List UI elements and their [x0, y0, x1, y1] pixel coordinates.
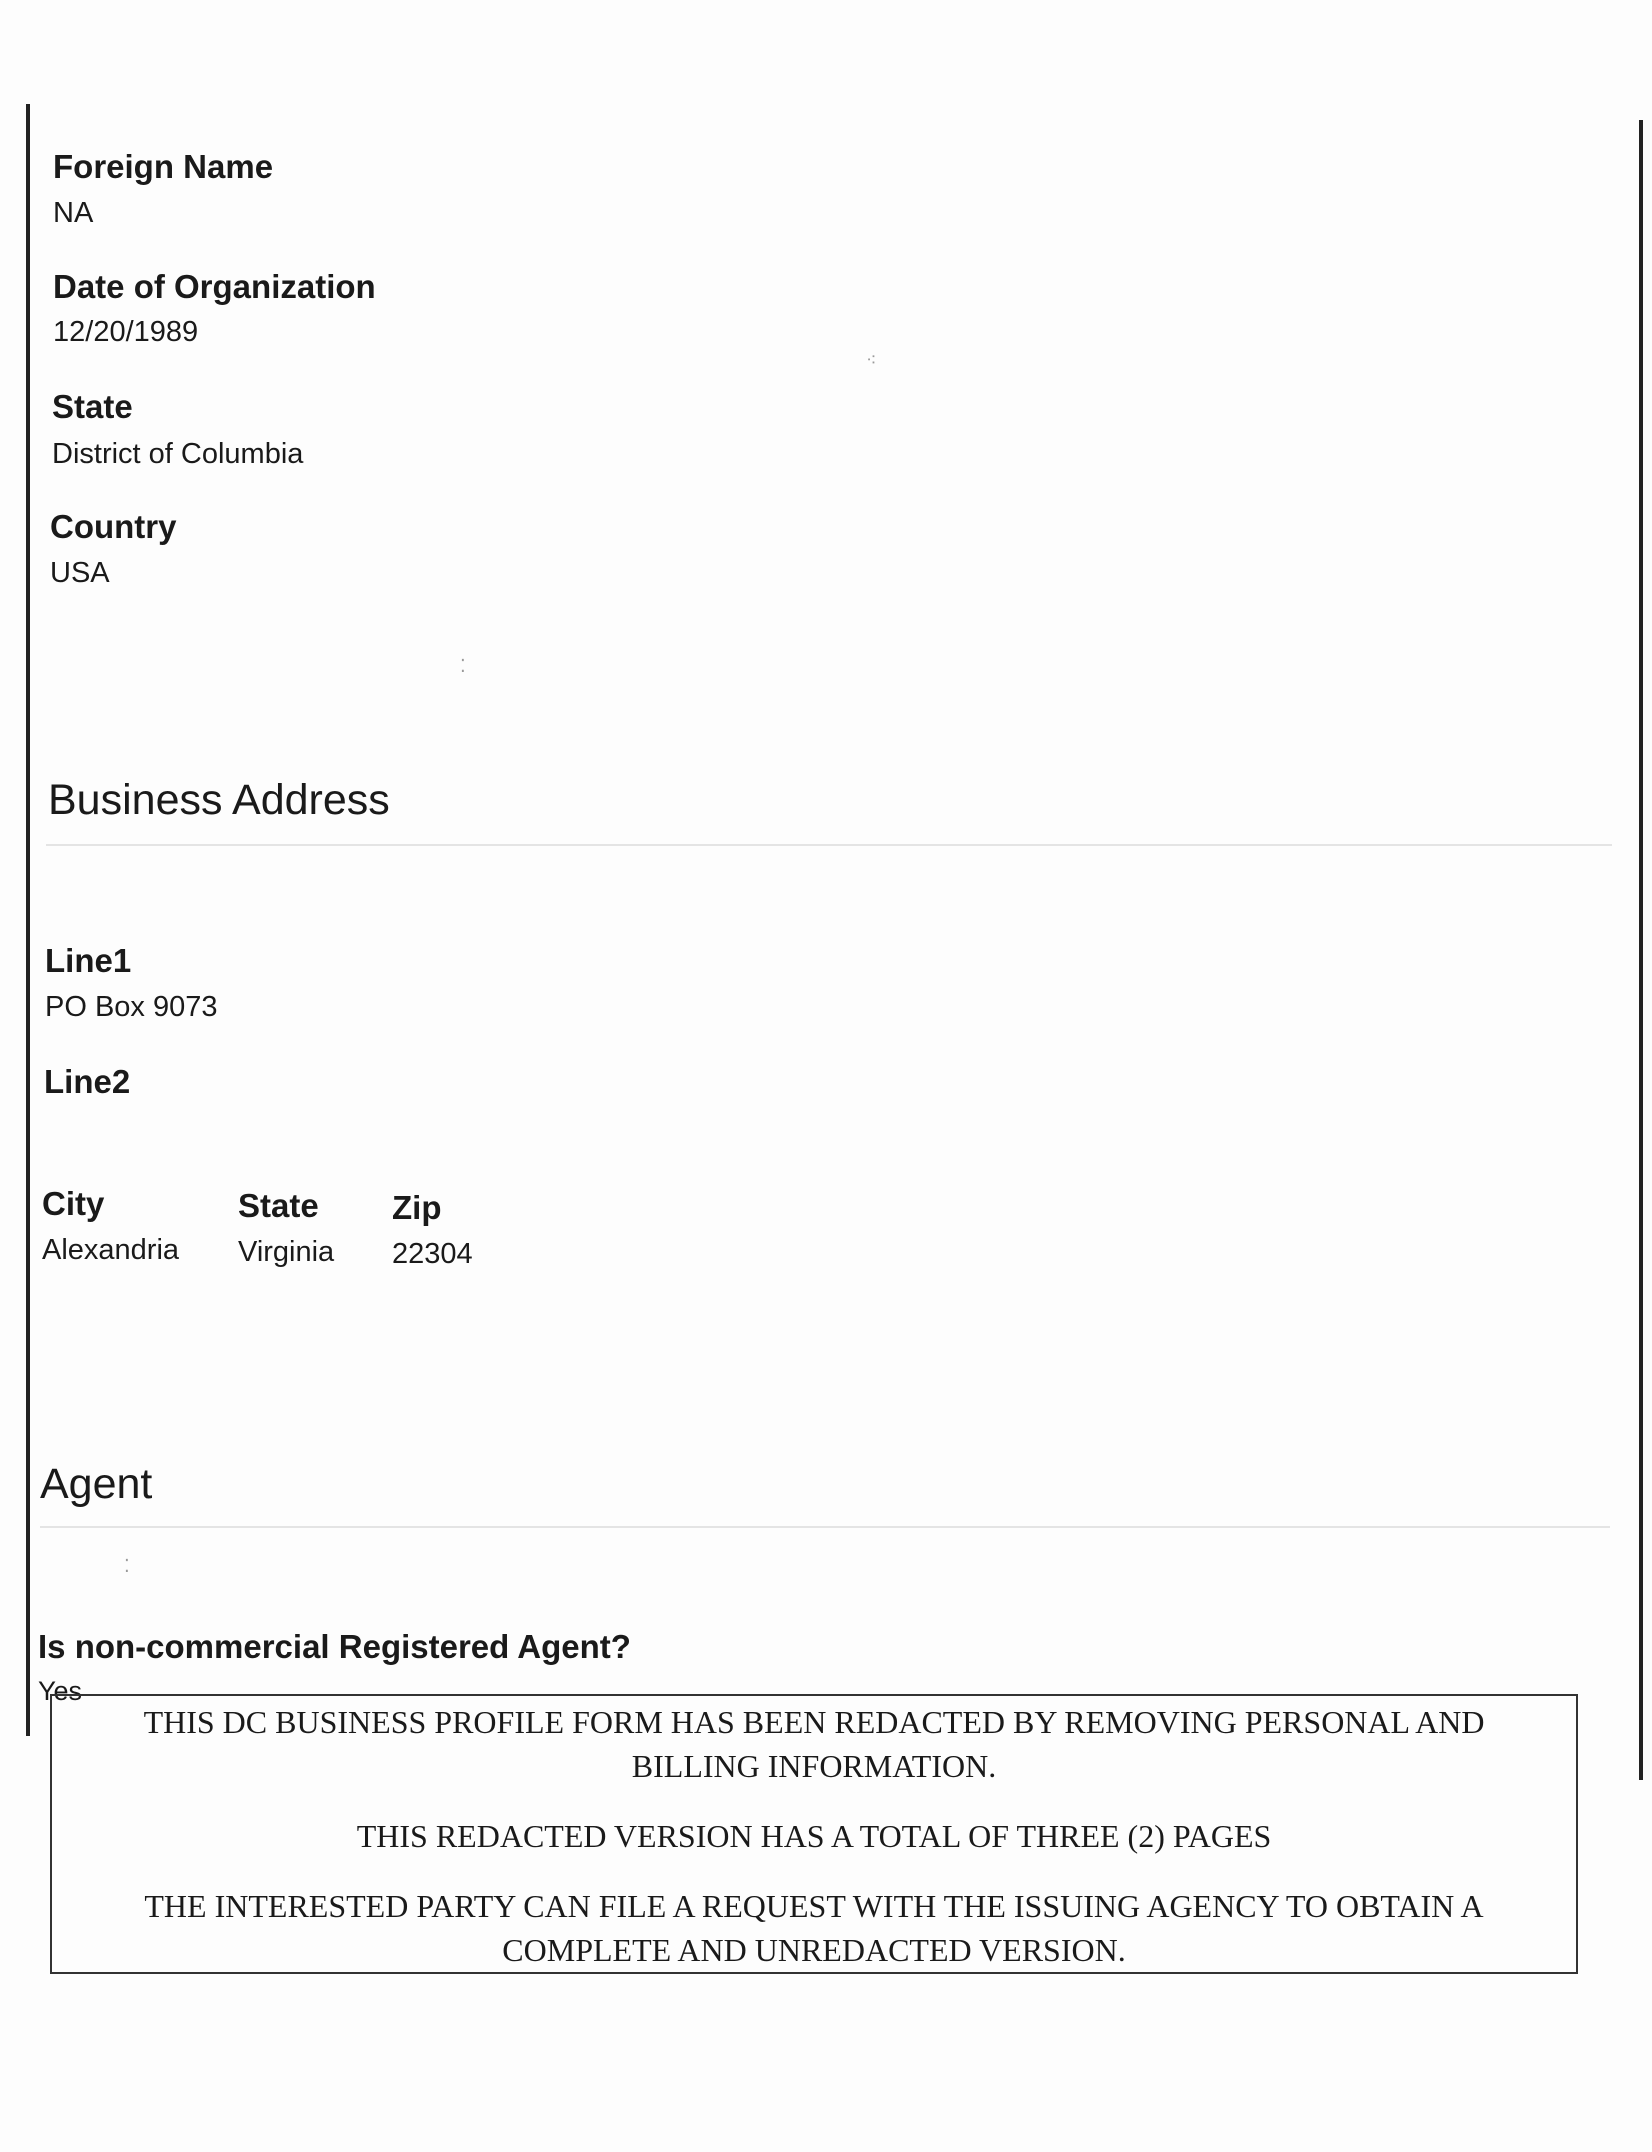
non-commercial-agent-label: Is non-commercial Registered Agent?: [38, 1628, 631, 1665]
date-of-organization-value: 12/20/1989: [53, 316, 199, 348]
date-of-organization-label: Date of Organization: [53, 268, 376, 305]
redaction-notice-line1: THIS DC BUSINESS PROFILE FORM HAS BEEN REDACTED BY REMOVING PERSONAL AND BILLING INFORMATION.: [143, 1704, 1485, 1784]
country-value: USA: [50, 557, 110, 589]
state-label: State: [52, 388, 133, 425]
address-state-value: Virginia: [238, 1236, 335, 1268]
scan-speck: ⁚: [460, 656, 466, 676]
left-scan-border: [26, 104, 30, 1736]
redaction-notice-line2: THIS REDACTED VERSION HAS A TOTAL OF THREE (2) PAGES: [356, 1818, 1272, 1854]
business-address-heading: Business Address: [48, 776, 390, 824]
right-scan-border: [1639, 120, 1643, 1780]
line2-label: Line2: [44, 1063, 131, 1100]
zip-value: 22304: [392, 1238, 473, 1270]
agent-heading: Agent: [40, 1460, 153, 1508]
business-address-divider: [46, 844, 1612, 846]
agent-divider: [40, 1526, 1610, 1528]
city-label: City: [42, 1185, 105, 1222]
foreign-name-label: Foreign Name: [53, 148, 274, 185]
scan-speck: ⁖: [866, 350, 877, 370]
line1-label: Line1: [45, 942, 132, 979]
state-value: District of Columbia: [52, 438, 304, 470]
city-value: Alexandria: [42, 1234, 180, 1266]
non-commercial-agent-value: Yes: [38, 1676, 83, 1706]
scan-speck: ⁚: [124, 1556, 130, 1576]
foreign-name-value: NA: [53, 197, 94, 229]
redaction-notice-line3: THE INTERESTED PARTY CAN FILE A REQUEST WITH THE ISSUING AGENCY TO OBTAIN A COMPLETE AND UNREDACTED VERSION.: [144, 1888, 1484, 1968]
country-label: Country: [50, 508, 177, 545]
redaction-notice-box: [50, 1694, 1578, 1974]
line1-value: PO Box 9073: [45, 991, 218, 1023]
address-state-label: State: [238, 1187, 319, 1224]
zip-label: Zip: [392, 1189, 442, 1226]
